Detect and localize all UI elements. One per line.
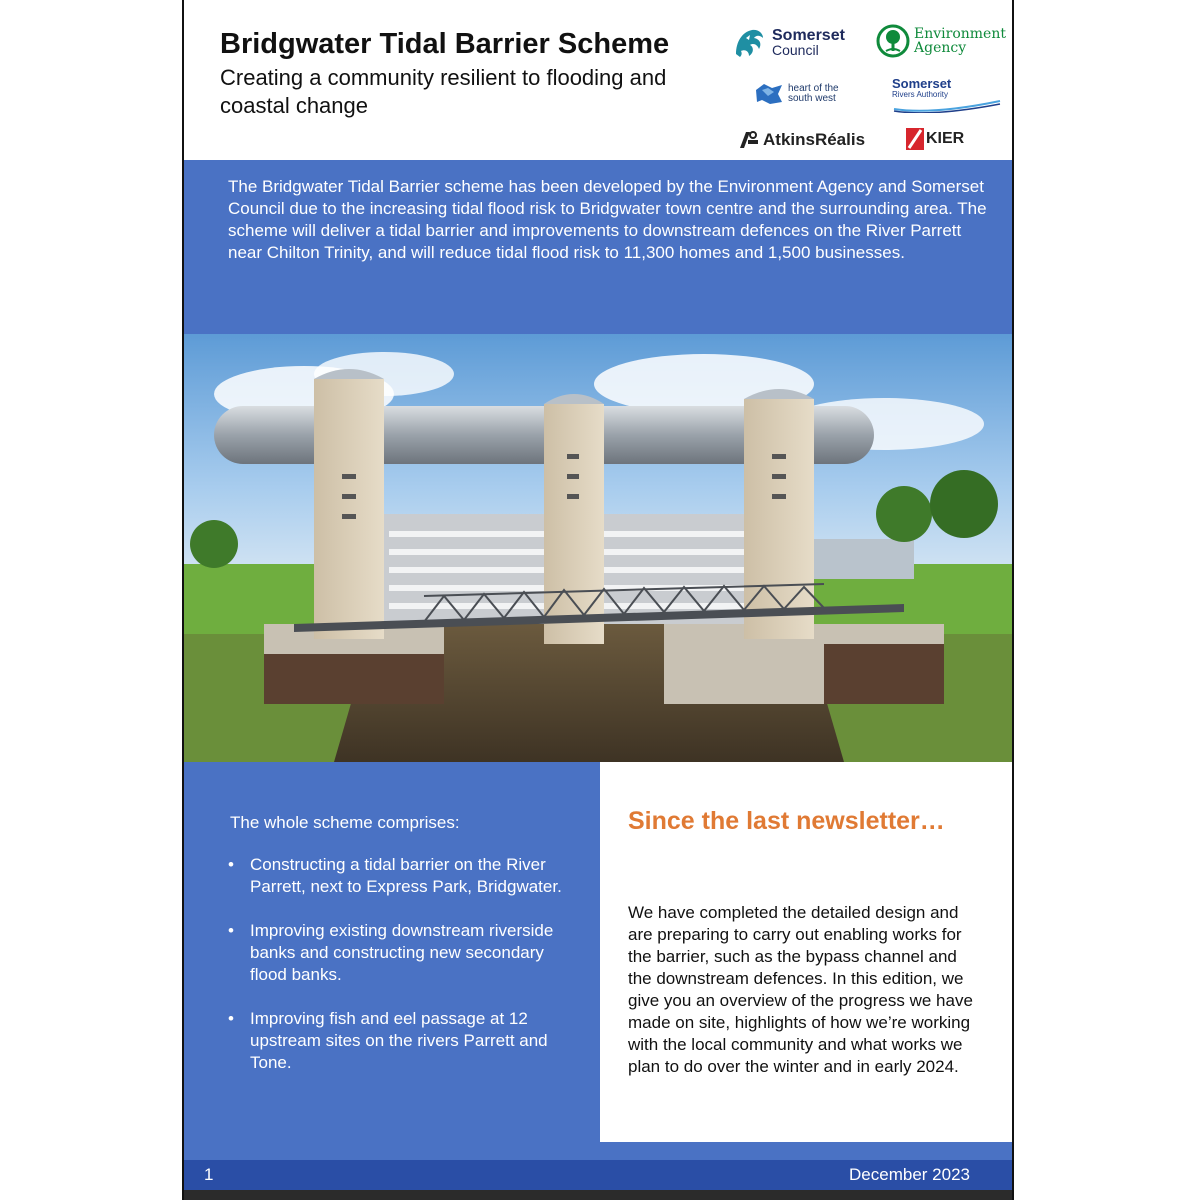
sra-line2: Rivers Authority [892,90,949,99]
river-swoosh-icon [892,99,1002,113]
ea-line2: Agency [914,40,967,56]
page-number: 1 [204,1165,214,1184]
newsletter-page [182,0,1014,1200]
kier-name: KIER [926,130,965,147]
scheme-heading: The whole scheme comprises: [230,813,460,832]
heart-of-south-west-logo [754,82,839,106]
atkins-mark-icon [738,130,760,150]
list-item [228,1008,568,1074]
hotsw-line2: south west [788,93,836,104]
kier-mark-icon [906,128,924,150]
page-subtitle: Creating a community resilient to flooding and coastal change [220,65,667,118]
somerset-council-name: Somerset [772,26,845,44]
environment-agency-logo [876,24,1006,58]
footer [184,1160,1012,1190]
list-item [228,920,568,986]
dragon-icon [732,24,768,60]
somerset-rivers-authority-logo [892,78,1002,113]
atkins-name: AtkinsRéalis [763,130,866,149]
somerset-council-logo [732,24,845,60]
bullet-icon: • [228,855,234,874]
scheme-panel [184,762,600,1142]
tree-icon [876,24,910,58]
footer-band [184,1142,1012,1160]
bullet-icon: • [228,1009,234,1028]
somerset-council-sub: Council [772,41,819,58]
tidal-barrier-illustration [184,334,1012,762]
hotsw-line1: heart of the [788,83,839,94]
ea-line1: Environment [914,26,1006,42]
intro-panel [184,160,1012,334]
page-bottom-edge [184,1190,1012,1200]
bullet-text: Improving existing downstream riverside banks and constructing new secondary flood banks. [250,921,554,984]
bullet-text: Improving fish and eel passage at 12 upstream sites on the rivers Parrett and Tone. [250,1009,548,1072]
since-last-newsletter-body: We have completed the detailed design and are preparing to carry out enabling works for the barrier, such as the bypass channel and the downstream defences. In this edition, we give you an overview of the progress we have made on site, highlights of how we’re working with the local community and what works we plan to do over the winter and in early 2024. [628,903,973,1076]
intro-text: The Bridgwater Tidal Barrier scheme has been developed by the Environment Agency and Somerset Council due to the increasing tidal flood risk to Bridgwater town centre and the surrounding area. The scheme will deliver a tidal barrier and improvements to downstream defences on the River Parrett near Chilton Trinity, and will reduce tidal flood risk to 11,300 homes and 1,500 businesses. [228,177,987,262]
page-title: Bridgwater Tidal Barrier Scheme [220,28,670,60]
bullet-icon: • [228,921,234,940]
scheme-bullet-list [228,854,568,1096]
heart-shape-icon [754,82,784,106]
list-item [228,854,568,898]
bullet-text: Constructing a tidal barrier on the River Parrett, next to Express Park, Bridgwater. [250,855,562,896]
sra-line1: Somerset [892,76,952,91]
atkins-realis-logo [738,130,865,150]
since-last-newsletter-heading: Since the last newsletter… [628,807,945,835]
footer-date: December 2023 [849,1165,970,1184]
kier-logo [906,128,964,150]
barrier-visualisation-image [184,334,1012,762]
